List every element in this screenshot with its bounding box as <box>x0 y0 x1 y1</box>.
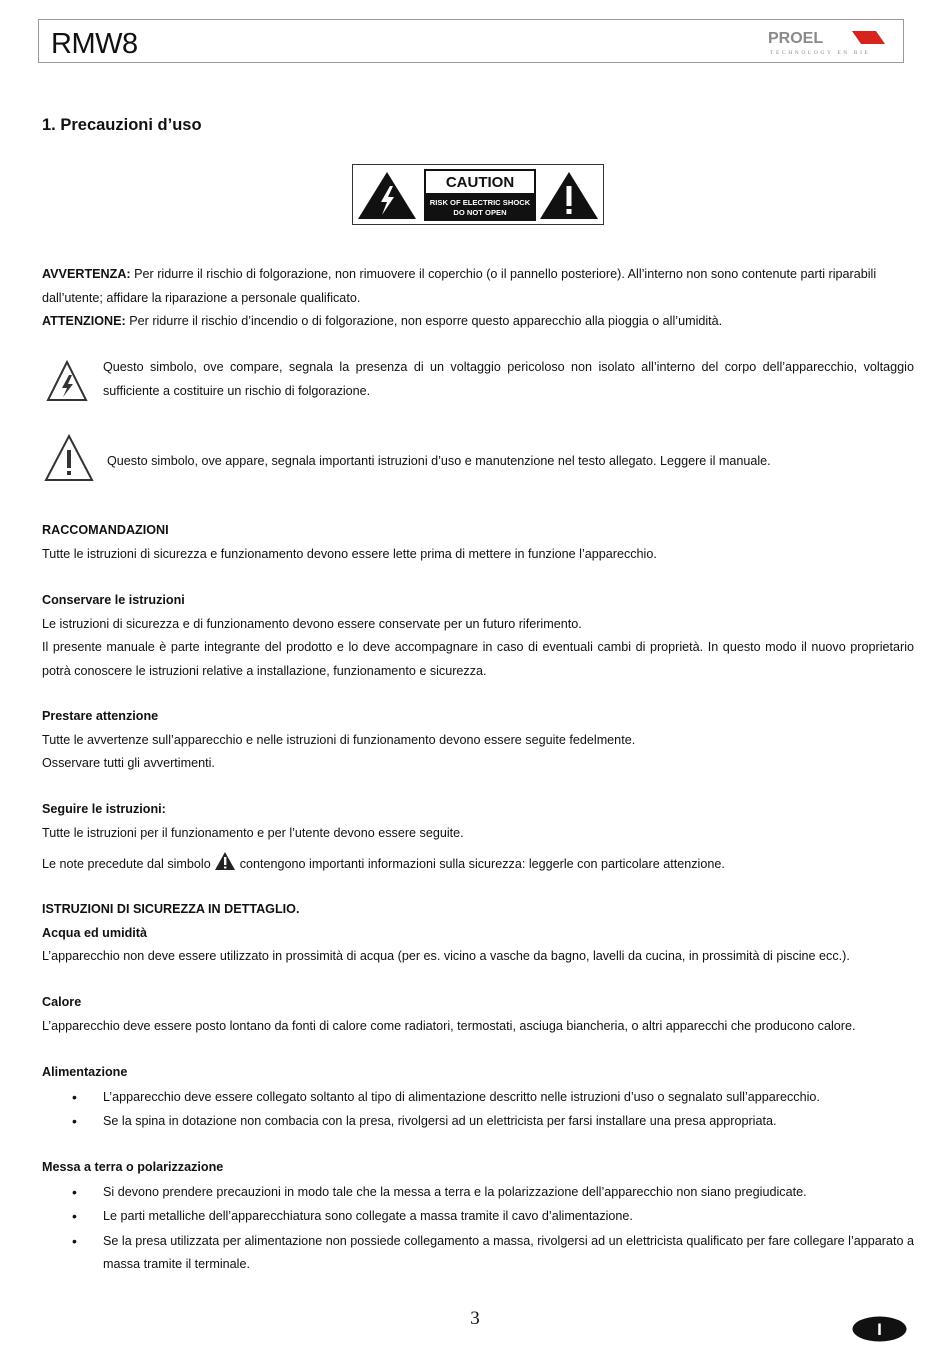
language-badge <box>852 1316 907 1342</box>
messa-a-terra-heading: Messa a terra o polarizzazione <box>42 1160 224 1174</box>
dettaglio-heading: ISTRUZIONI DI SICUREZZA IN DETTAGLIO. <box>42 902 300 916</box>
exclamation-triangle-icon <box>540 172 598 219</box>
conservare-section <box>42 589 914 683</box>
avvertenza-paragraph <box>42 263 914 310</box>
attenzione-paragraph <box>42 310 914 334</box>
acqua-text: L’apparecchio non deve essere utilizzato in prossimità di acqua (per es. vicino a vasche da bagno, lavelli da cucina, in prossimità di piscine ecc.). <box>42 949 850 963</box>
logo-wordmark: PROEL <box>768 30 824 47</box>
bullet-icon: • <box>72 1183 77 1200</box>
calore-text: L’apparecchio deve essere posto lontano da fonti di calore come radiatori, termostati, asciuga biancheria, o altri apparecchi che producono calore. <box>42 1018 856 1033</box>
inline-warning-icon <box>214 851 236 880</box>
language-code: I <box>877 1320 882 1339</box>
list-item: • Si devono prendere precauzioni in modo tale che la messa a terra e la polarizzazione dell’apparecchio non siano pregiudicate. <box>42 1181 914 1205</box>
exclamation-symbol-icon <box>44 433 94 488</box>
prestare-section <box>42 705 914 776</box>
caution-title: CAUTION <box>445 174 515 191</box>
raccomandazioni-text: Tutte le istruzioni di sicurezza e funzionamento devono essere lette prima di mettere in funzione l’apparecchio. <box>42 546 657 561</box>
seguire-line2 <box>42 851 914 880</box>
list-item: • L’apparecchio deve essere collegato soltanto al tipo di alimentazione descritto nelle istruzioni d’uso o segnalato sull’apparecchio. <box>42 1086 914 1110</box>
raccomandazioni-section <box>42 519 914 566</box>
seguire-section <box>42 798 914 880</box>
seguire-heading: Seguire le istruzioni: <box>42 802 166 816</box>
page-number: 3 <box>470 1308 480 1329</box>
prestare-line1: Tutte le avvertenze sull’apparecchio e nelle istruzioni di funzionamento devono essere seguite fedelmente. <box>42 732 636 747</box>
logo-swoosh <box>852 31 885 44</box>
conservare-heading: Conservare le istruzioni <box>42 593 185 607</box>
conservare-line2: Il presente manuale è parte integrante del prodotto e lo deve accompagnare in caso di eventuali cambi di proprietà. In questo modo il nuovo proprietario potrà conoscere le istruzioni relative a installazione, funzionamento e sicurezza. <box>42 640 914 678</box>
lightning-triangle-icon <box>358 172 416 219</box>
proel-logo <box>768 28 888 56</box>
dettaglio-section <box>42 898 914 969</box>
avvertenza-text: Per ridurre il rischio di folgorazione, non rimuovere il coperchio (o il pannello posteriore). All’interno non sono contenute parti riparabili dall’utente; affidare la riparazione a personale qualificato. <box>42 267 877 305</box>
seguire-line2-after: contengono importanti informazioni sulla sicurezza: leggerle con particolare attenzione. <box>236 857 725 871</box>
lightning-symbol-icon <box>45 359 89 408</box>
caution-label <box>352 164 604 225</box>
lightning-symbol-text: Questo simbolo, ove compare, segnala la presenza di un voltaggio pericoloso non isolato all’interno del corpo dell’apparecchio, voltaggio sufficiente a costituire un rischio di folgorazione. <box>103 360 914 398</box>
attenzione-label: ATTENZIONE: <box>42 314 126 328</box>
caution-line2: DO NOT OPEN <box>453 208 507 217</box>
alimentazione-section <box>42 1061 914 1134</box>
logo-tagline: TECHNOLOGY EN RIE <box>770 50 871 56</box>
attenzione-text: Per ridurre il rischio d’incendio o di folgorazione, non esporre questo apparecchio alla pioggia o all’umidità. <box>125 314 723 328</box>
avvertenza-label: AVVERTENZA: <box>42 267 131 281</box>
section-title: 1. Precauzioni d’uso <box>42 116 202 134</box>
calore-section <box>42 991 914 1038</box>
bullet-icon: • <box>72 1088 77 1105</box>
seguire-line2-before: Le note precedute dal simbolo <box>42 857 215 871</box>
exclamation-symbol-text: Questo simbolo, ove appare, segnala importanti istruzioni d’uso e manutenzione nel testo allegato. Leggere il manuale. <box>107 454 771 468</box>
alimentazione-heading: Alimentazione <box>42 1065 128 1079</box>
caution-line1: RISK OF ELECTRIC SHOCK <box>429 198 531 207</box>
conservare-line1: Le istruzioni di sicurezza e di funzionamento devono essere conservate per un futuro riferimento. <box>42 616 582 631</box>
messa-a-terra-section <box>42 1156 914 1277</box>
seguire-line1: Tutte le istruzioni per il funzionamento e per l’utente devono essere seguite. <box>42 825 464 840</box>
list-item: • Se la spina in dotazione non combacia con la presa, rivolgersi ad un elettricista per farsi installare una presa appropriata. <box>42 1110 914 1134</box>
prestare-heading: Prestare attenzione <box>42 709 159 723</box>
bullet-icon: • <box>72 1208 77 1224</box>
acqua-heading: Acqua ed umidità <box>42 925 147 940</box>
prestare-line2: Osservare tutti gli avvertimenti. <box>42 756 215 770</box>
bullet-icon: • <box>72 1113 77 1129</box>
list-item: • Se la presa utilizzata per alimentazione non possiede collegamento a massa, rivolgersi ad un elettricista qualificato per fare collegare l’apparato a massa tramite il terminale. <box>42 1230 914 1277</box>
raccomandazioni-heading: RACCOMANDAZIONI <box>42 523 169 537</box>
calore-heading: Calore <box>42 995 82 1009</box>
bullet-icon: • <box>72 1232 77 1249</box>
model-title: RMW8 <box>51 28 138 60</box>
list-item: • Le parti metalliche dell’apparecchiatura sono collegate a massa tramite il cavo d’alimentazione. <box>42 1205 914 1229</box>
